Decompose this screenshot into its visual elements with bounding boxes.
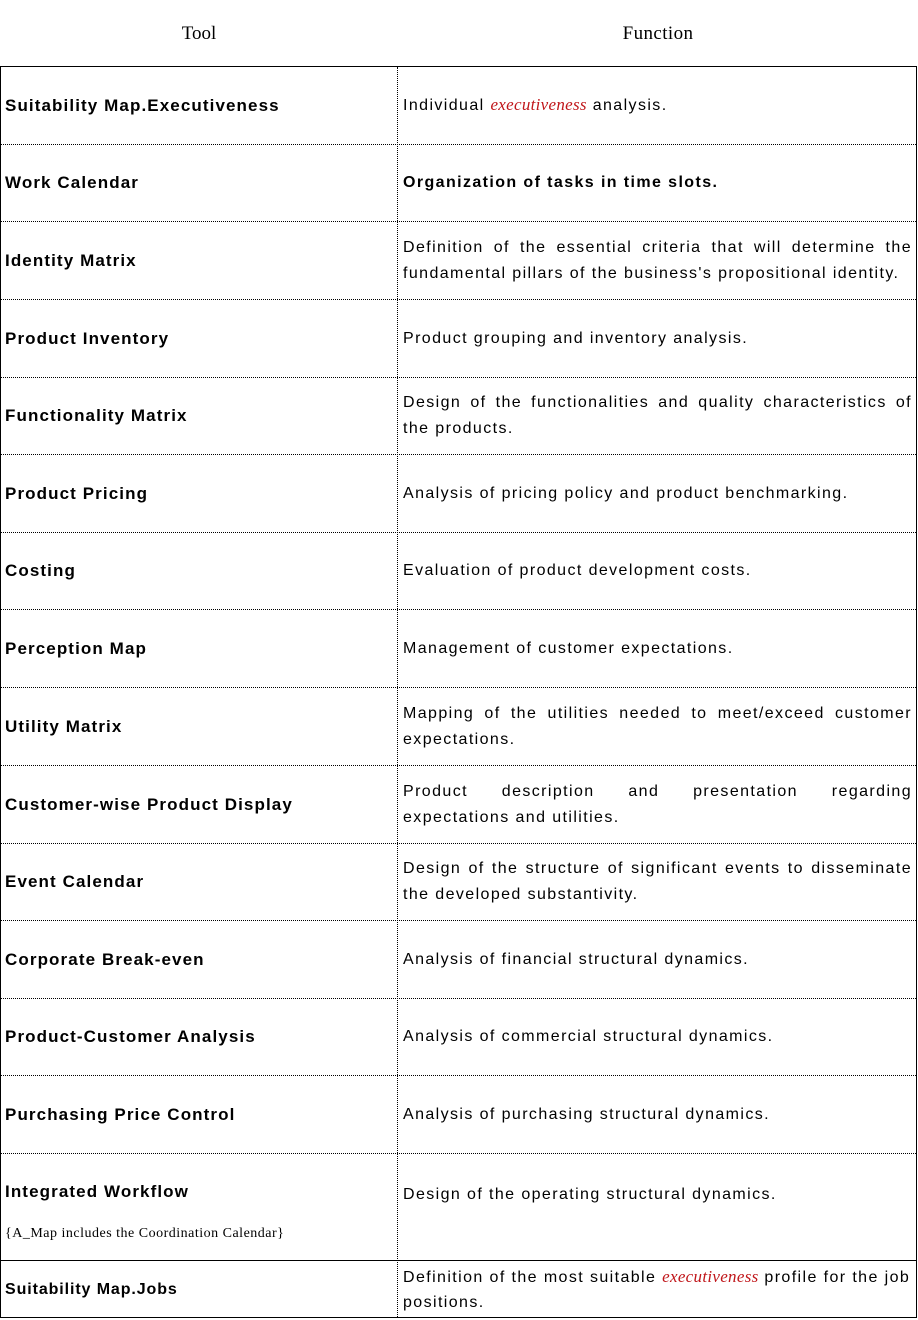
tool-name: Product Pricing bbox=[5, 483, 149, 503]
tool-name: Costing bbox=[5, 561, 76, 580]
table-row bbox=[1, 766, 916, 843]
tool-note: {A_Map includes the Coordination Calendar} bbox=[5, 1226, 285, 1241]
table-row bbox=[1, 1262, 916, 1317]
table-row bbox=[1, 688, 916, 765]
table-row bbox=[1, 455, 916, 532]
table-row bbox=[1, 378, 916, 454]
tool-name: Identity Matrix bbox=[5, 250, 137, 270]
tool-function: Product description and presentation regarding expectations and utilities. bbox=[403, 782, 912, 826]
tool-function: Product grouping and inventory analysis. bbox=[403, 329, 749, 347]
tool-function: Design of the structure of significant events to disseminate the developed substantivity. bbox=[403, 860, 912, 903]
tool-function: Definition of the most suitable executiveness profile for the job positions. bbox=[403, 1267, 911, 1311]
table-row bbox=[1, 921, 916, 998]
tool-name: Perception Map bbox=[5, 638, 147, 658]
table-row bbox=[1, 1154, 916, 1260]
table-row bbox=[1, 533, 916, 609]
tool-name: Customer-wise Product Display bbox=[5, 794, 293, 814]
table-row bbox=[1, 1076, 916, 1153]
tool-function: Design of the operating structural dynamics. bbox=[403, 1186, 777, 1203]
tool-name: Corporate Break-even bbox=[5, 949, 205, 969]
emphasis: executiveness bbox=[490, 95, 587, 114]
table-row bbox=[1, 67, 916, 144]
row-divider bbox=[1, 1260, 916, 1261]
tool-function: Analysis of purchasing structural dynamics. bbox=[403, 1105, 770, 1123]
table-header bbox=[0, 0, 918, 66]
tool-name: Suitability Map.Executiveness bbox=[5, 95, 280, 115]
table-row bbox=[1, 844, 916, 920]
tool-name: Event Calendar bbox=[5, 872, 145, 891]
table-row bbox=[1, 300, 916, 377]
tool-function: Mapping of the utilities needed to meet/exceed customer expectations. bbox=[403, 704, 912, 748]
table-row bbox=[1, 145, 916, 221]
tool-name: Product-Customer Analysis bbox=[5, 1027, 256, 1046]
tool-function: Evaluation of product development costs. bbox=[403, 562, 752, 579]
tool-function: Definition of the essential criteria that will determine the fundamental pillars of the business's propositional identity. bbox=[403, 238, 912, 282]
tool-function: Individual executiveness analysis. bbox=[403, 95, 668, 114]
header-tool: Tool bbox=[181, 23, 217, 44]
tools-table bbox=[0, 66, 917, 1318]
tool-name: Product Inventory bbox=[5, 328, 170, 348]
tool-name: Suitability Map.Jobs bbox=[5, 1280, 178, 1298]
tool-name: Utility Matrix bbox=[5, 716, 123, 736]
table-row bbox=[1, 610, 916, 687]
table-row bbox=[1, 222, 916, 299]
tool-function: Analysis of financial structural dynamics. bbox=[403, 950, 750, 968]
tool-name: Functionality Matrix bbox=[5, 406, 188, 425]
tool-function: Analysis of pricing policy and product benchmarking. bbox=[403, 484, 849, 502]
header-function: Function bbox=[622, 23, 694, 44]
table-row bbox=[1, 999, 916, 1075]
tool-function: Organization of tasks in time slots. bbox=[403, 174, 719, 191]
tool-function: Design of the functionalities and quality characteristics of the products. bbox=[403, 394, 912, 437]
tool-name: Work Calendar bbox=[5, 173, 139, 192]
tool-name: Integrated Workflow {A_Map includes the Coordination Calendar} bbox=[1, 1154, 398, 1260]
tool-function: Management of customer expectations. bbox=[403, 639, 734, 657]
emphasis: executiveness bbox=[662, 1267, 759, 1286]
tool-name: Purchasing Price Control bbox=[5, 1104, 236, 1124]
tool-function: Analysis of commercial structural dynamics. bbox=[403, 1028, 774, 1045]
